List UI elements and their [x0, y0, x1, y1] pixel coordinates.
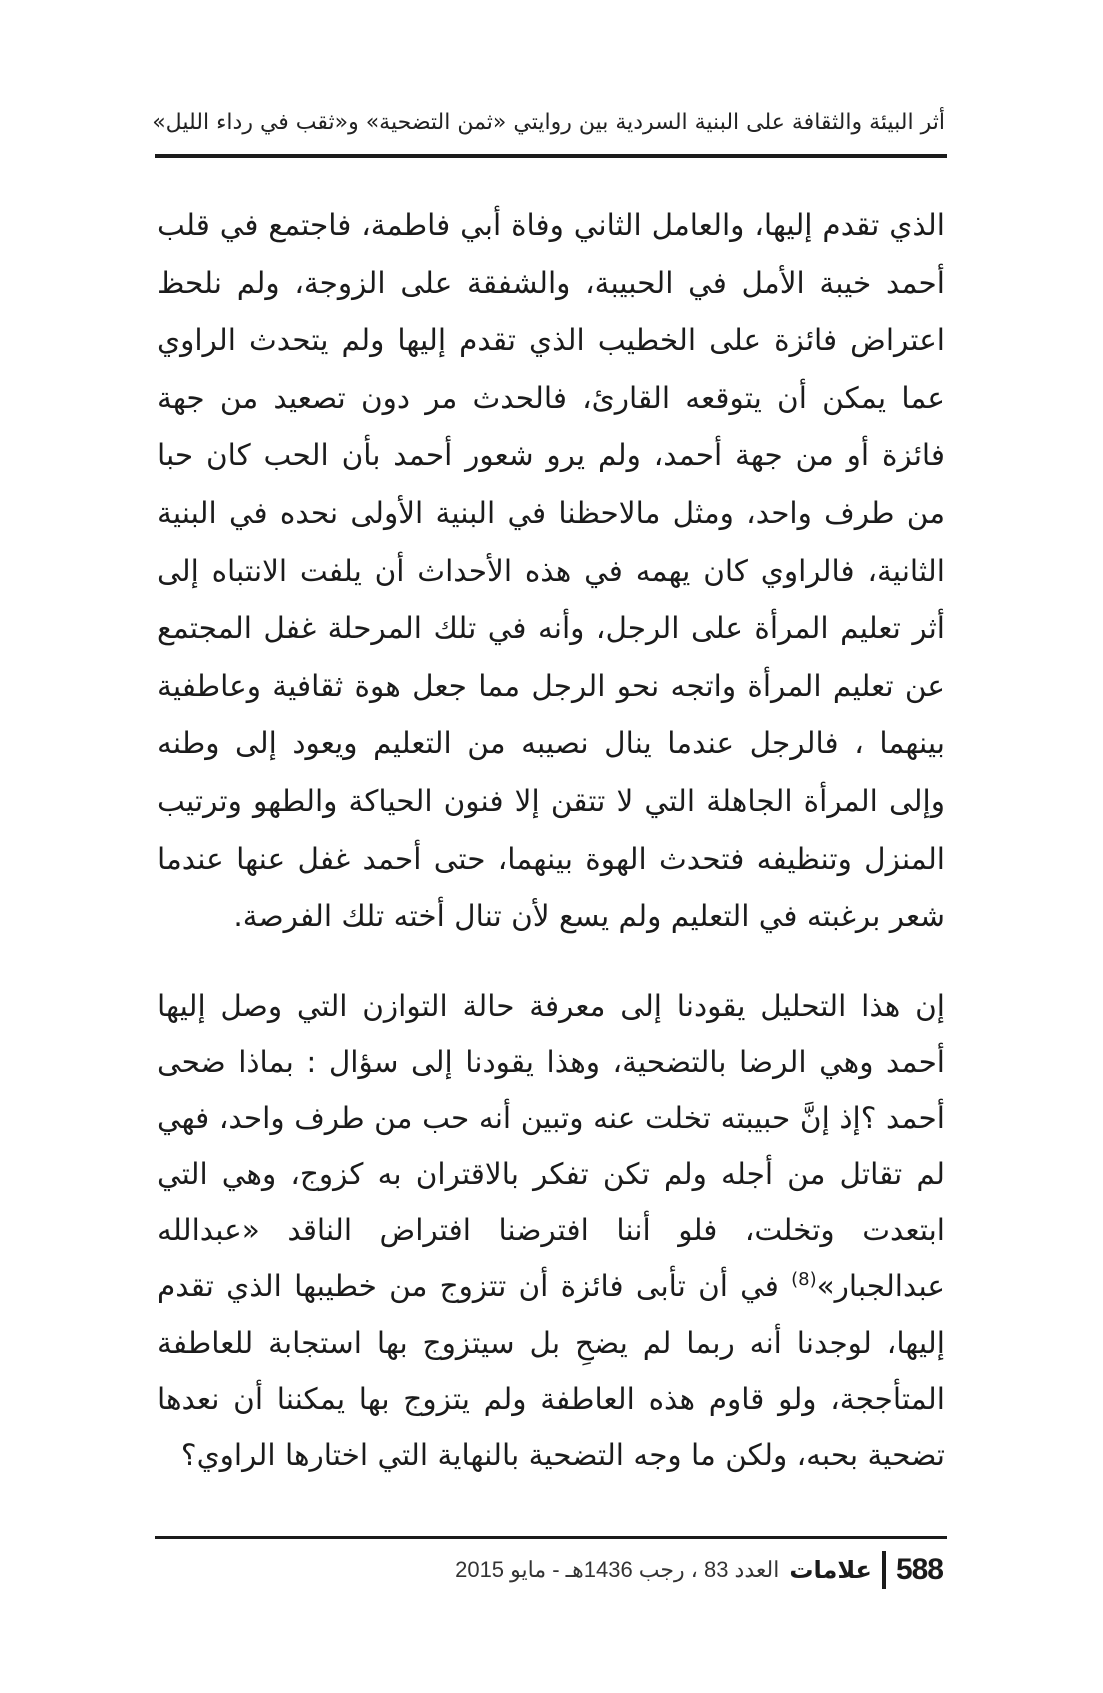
footer-separator [882, 1551, 886, 1589]
header-divider [155, 154, 947, 158]
body-paragraph-1: الذي تقدم إليها، والعامل الثاني وفاة أبي فاطمة، فاجتمع في قلب أحمد خيبة الأمل في الحبيبة، والشفقة على الزوجة، ولم نلحظ اعتراض فائزة على الخطيب الذي تقدم إليها ولم يتحدث الراوي عما يمكن أن يتوقعه القارئ، فالحدث مر دون تصعيد من جهة فائزة أو من جهة أحمد، ولم يرو شعور أحمد بأن الحب كان حبا من طرف واحد، ومثل مالاحظنا في البنية الأولى نحده في البنية الثانية، فالراوي كان يهمه في هذه الأحداث أن يلفت الانتباه إلى أثر تعليم المرأة على الرجل، وأنه في تلك المرحلة غفل المجتمع عن تعليم المرأة واتجه نحو الرجل مما جعل هوة ثقافية وعاطفية بينهما ، فالرجل عندما ينال نصيبه من التعليم ويعود إلى وطنه وإلى المرأة الجاهلة التي لا تتقن إلا فنون الحياكة والطهو وترتيب المنزل وتنظيفه فتحدث الهوة بينهما، حتى أحمد غفل عنها عندما شعر برغبته في التعليم ولم يسع لأن تنال أخته تلك الفرصة. [157, 208, 945, 934]
page-footer [455, 1548, 943, 1592]
paragraph-2-text-a: إن هذا التحليل يقودنا إلى معرفة حالة التوازن التي وصل إليها أحمد وهي الرضا بالتضحية، وهذا يقودنا إلى سؤال : بماذا ضحى أحمد ؟إذ إنَّ حبيبته تخلت عنه وتبين أنه حب من طرف واحد، فهي لم تقاتل من أجله ولم تكن تفكر بالاقتران به كزوج، وهي التي ابتعدت وتخلت، فلو أننا افترضنا افتراض الناقد «عبدالله عبدالجبار» [157, 989, 945, 1304]
running-header-title: أثر البيئة والثقافة على البنية السردية بين روايتي «ثمن التضحية» و«ثقب في رداء الليل» [152, 110, 945, 135]
footer-divider [155, 1536, 947, 1539]
body-paragraph-2 [157, 978, 945, 1483]
paragraph-2-text-b: في أن تأبى فائزة أن تتزوج من خطيبها الذي تقدم إليها، لوجدنا أنه ربما لم يضحِ بل سيتزوج بها استجابة للعاطفة المتأججة، ولو قاوم هذه العاطفة ولم يتزوج بها يمكننا أن نعدها تضحية بحبه، ولكن ما وجه التضحية بالنهاية التي اختارها الراوي؟ [157, 1269, 945, 1472]
footnote-reference[interactable]: (8) [791, 1269, 817, 1291]
journal-logo: علامات [789, 1556, 872, 1584]
page-number: 588 [895, 1553, 943, 1586]
issue-info: العدد 83 ، رجب 1436هـ - مايو 2015 [455, 1557, 780, 1582]
